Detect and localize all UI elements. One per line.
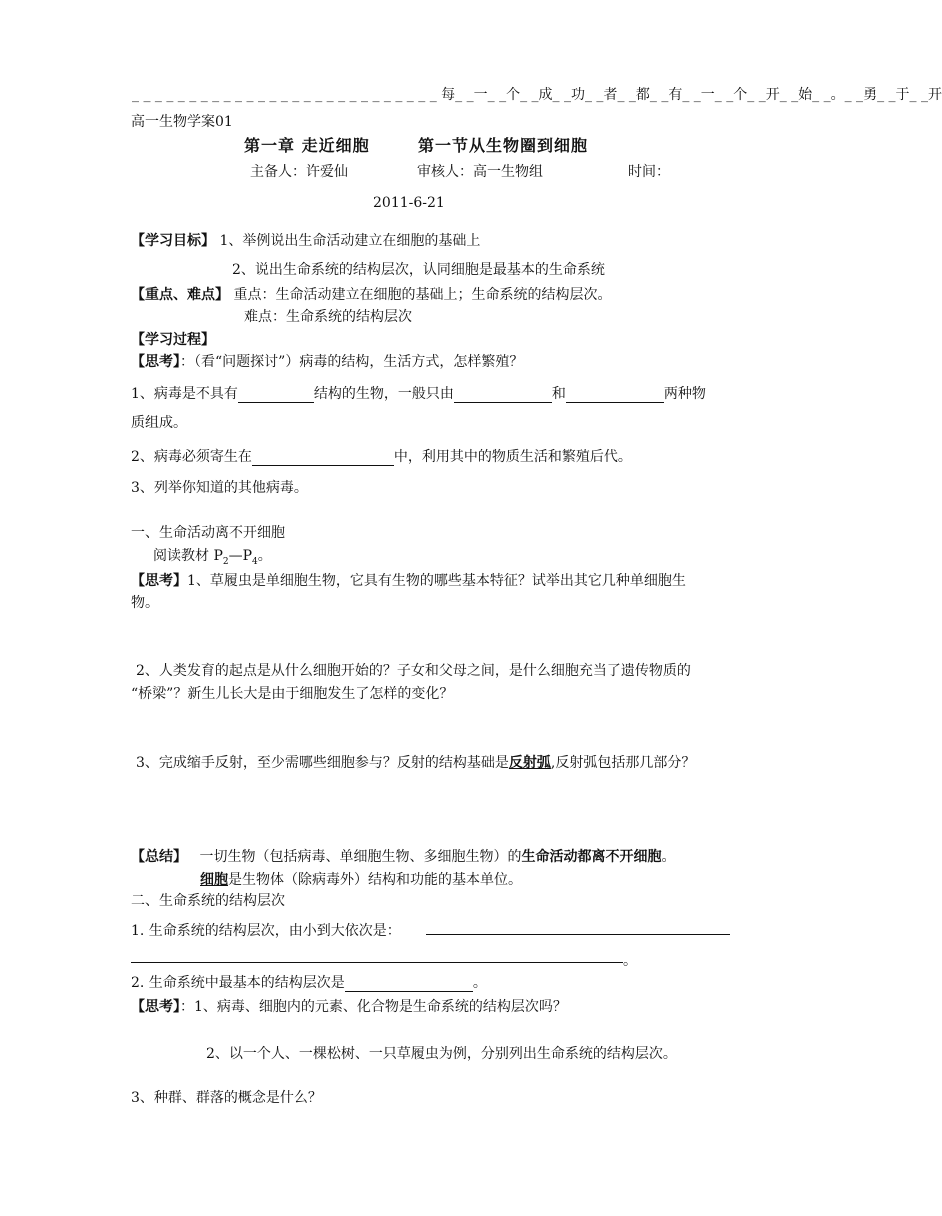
objective-1: 1、举例说出生命活动建立在细胞的基础上 — [219, 233, 481, 249]
answer-line-5b[interactable] — [131, 962, 623, 963]
motto-gap: _ _ — [520, 87, 539, 103]
think-1 — [131, 351, 523, 371]
motto-gap: _ _ — [812, 87, 831, 103]
read-sub-1: 2 — [222, 556, 229, 567]
motto-char: 一 — [700, 87, 715, 103]
chapter-title: 第一章 走近细胞 — [244, 136, 370, 155]
q1-part-b: 结构的生物，一般只由 — [313, 386, 454, 402]
motto-char: 个 — [506, 87, 521, 103]
motto-char: 开 — [927, 87, 942, 103]
key-points-line — [131, 284, 611, 304]
motto-gap: _ _ — [844, 87, 864, 103]
think-q1-line-b: 物。 — [131, 595, 159, 611]
motto-char: 成 — [538, 87, 553, 103]
motto-char: 。 — [830, 87, 845, 103]
motto-gap: _ _ — [584, 87, 604, 103]
motto-gap: _ _ — [617, 87, 636, 103]
header-motto — [132, 84, 942, 104]
motto-text — [441, 87, 942, 103]
motto-char: 个 — [733, 87, 748, 103]
summary-period: 。 — [661, 849, 676, 865]
key-point: 重点：生命活动建立在细胞的基础上；生命系统的结构层次。 — [233, 287, 612, 303]
motto-char: 有 — [668, 87, 683, 103]
part-2-heading: 二、生命系统的结构层次 — [131, 893, 285, 909]
part-2-think-q2: 2、以一个人、一棵松树、一只草履虫为例，分别列出生命系统的结构层次。 — [206, 1046, 677, 1062]
hard-point: 难点：生命系统的结构层次 — [244, 309, 412, 325]
part-1-q2-line-b: “桥梁”？新生儿长大是由于细胞发生了怎样的变化？ — [131, 686, 454, 702]
answer-blank-4[interactable] — [252, 451, 394, 466]
motto-gap: _ _ — [779, 87, 799, 103]
summary-emphasis: 生命活动都离不开细胞 — [521, 849, 662, 865]
key-points-label: 【重点、难点】 — [131, 287, 229, 303]
part-2-think-q3: 3、种群、群落的概念是什么？ — [131, 1090, 322, 1106]
part-1-q3 — [136, 752, 695, 772]
answer-blank-6[interactable] — [345, 977, 473, 992]
read-prefix: 阅读教材 P — [153, 548, 223, 564]
motto-char: 都 — [635, 87, 650, 103]
objective-2: 2、说出生命系统的结构层次，认同细胞是最基本的生命系统 — [232, 262, 605, 278]
summary-label: 【总结】 — [131, 849, 187, 865]
motto-char: 每 — [441, 87, 456, 103]
motto-gap: _ _ — [487, 87, 507, 103]
motto-gap: _ _ — [649, 87, 669, 103]
summary-line-2 — [200, 869, 522, 889]
read-sub-2: 4 — [252, 556, 258, 567]
motto-gap: _ _ — [455, 87, 474, 103]
part-1-think-label: 【思考】 — [131, 573, 187, 589]
summary-text-a: 一切生物（包括病毒、单细胞生物、多细胞生物）的 — [199, 849, 522, 865]
q3-text-c: ,反射弧包括那几部分？ — [550, 755, 696, 771]
motto-char: 者 — [603, 87, 618, 103]
motto-gap: _ _ — [552, 87, 571, 103]
q2-part-b: 中，利用其中的物质生活和繁殖后代。 — [393, 449, 632, 465]
q2-text-b: 。 — [472, 975, 487, 991]
think-q1-line-a: 1、草履虫是单细胞生物，它具有生物的哪些基本特征？试举出其它几种单细胞生 — [187, 573, 686, 589]
motto-gap: _ _ — [877, 87, 896, 103]
header-leading-dashes: _ _ _ _ _ _ _ _ _ _ _ _ _ _ _ _ _ _ _ _ _ _ _ _ _ _ _ — [132, 87, 437, 103]
part-1-think-q1 — [131, 570, 686, 590]
reviewer: 审核人：高一生物组 — [417, 164, 543, 180]
part-2-think-q1-text: ：1、病毒、细胞内的元素、化合物是生命系统的结构层次吗？ — [180, 999, 567, 1015]
doc-label: 高一生物学案01 — [131, 114, 233, 130]
read-mid: —P — [228, 548, 253, 564]
answer-blank-2[interactable] — [454, 388, 552, 403]
part-2-think-q1 — [131, 996, 567, 1016]
motto-char: 始 — [798, 87, 813, 103]
part-1-q2-line-a: 2、人类发育的起点是从什么细胞开始的？子女和父母之间，是什么细胞充当了遗传物质的 — [136, 663, 691, 679]
objectives-line-1 — [131, 230, 480, 250]
motto-gap: _ _ — [714, 87, 734, 103]
objectives-label: 【学习目标】 — [131, 233, 215, 249]
q2-text-a: 2. 生命系统中最基本的结构层次是 — [131, 975, 345, 991]
read-suffix: 。 — [257, 548, 272, 564]
motto-gap: _ _ — [909, 87, 928, 103]
reflex-arc-term: 反射弧 — [508, 755, 551, 771]
think-1-text: ：（看“问题探讨”）病毒的结构，生活方式，怎样繁殖？ — [180, 354, 524, 370]
answer-line-5a[interactable] — [426, 934, 730, 935]
part-2-q2 — [131, 972, 487, 992]
q1-continued: 质组成。 — [131, 415, 187, 431]
date: 2011-6-21 — [373, 195, 445, 211]
section-title: 第一节从生物圈到细胞 — [418, 136, 589, 155]
part-2-q1-end: 。 — [623, 953, 637, 969]
q3-text-a: 3、完成缩手反射，至少需哪些细胞参与？反射的结构基础是 — [136, 755, 509, 771]
time-label: 时间： — [628, 164, 670, 180]
preparer: 主备人：许爱仙 — [250, 164, 348, 180]
question-1 — [131, 383, 706, 403]
motto-char: 功 — [570, 87, 585, 103]
question-3: 3、列举你知道的其他病毒。 — [131, 480, 308, 496]
q2-part-a: 2、病毒必须寄生在 — [131, 449, 252, 465]
summary-line-1 — [131, 846, 675, 866]
think-1-label: 【思考】 — [131, 354, 180, 370]
motto-char: 于 — [895, 87, 910, 103]
motto-char: 开 — [765, 87, 780, 103]
summary-text-2: 是生物体（除病毒外）结构和功能的基本单位。 — [228, 872, 522, 888]
part-2-q1: 1. 生命系统的结构层次，由小到大依次是： — [131, 923, 401, 939]
cell-term: 细胞 — [200, 872, 228, 888]
question-2 — [131, 446, 632, 466]
process-label: 【学习过程】 — [131, 332, 215, 348]
answer-blank-3[interactable] — [566, 388, 664, 403]
q1-part-d: 两种物 — [663, 386, 706, 402]
part-2-think-label: 【思考】 — [131, 999, 180, 1015]
motto-gap: _ _ — [682, 87, 701, 103]
motto-char: 一 — [473, 87, 488, 103]
reading-assignment — [153, 545, 272, 567]
answer-blank-1[interactable] — [238, 388, 314, 403]
q1-part-a: 1、病毒是不具有 — [131, 386, 238, 402]
q1-part-c: 和 — [551, 386, 566, 402]
motto-gap: _ _ — [747, 87, 766, 103]
motto-char: 勇 — [863, 87, 878, 103]
part-1-heading: 一、生命活动离不开细胞 — [131, 525, 285, 541]
